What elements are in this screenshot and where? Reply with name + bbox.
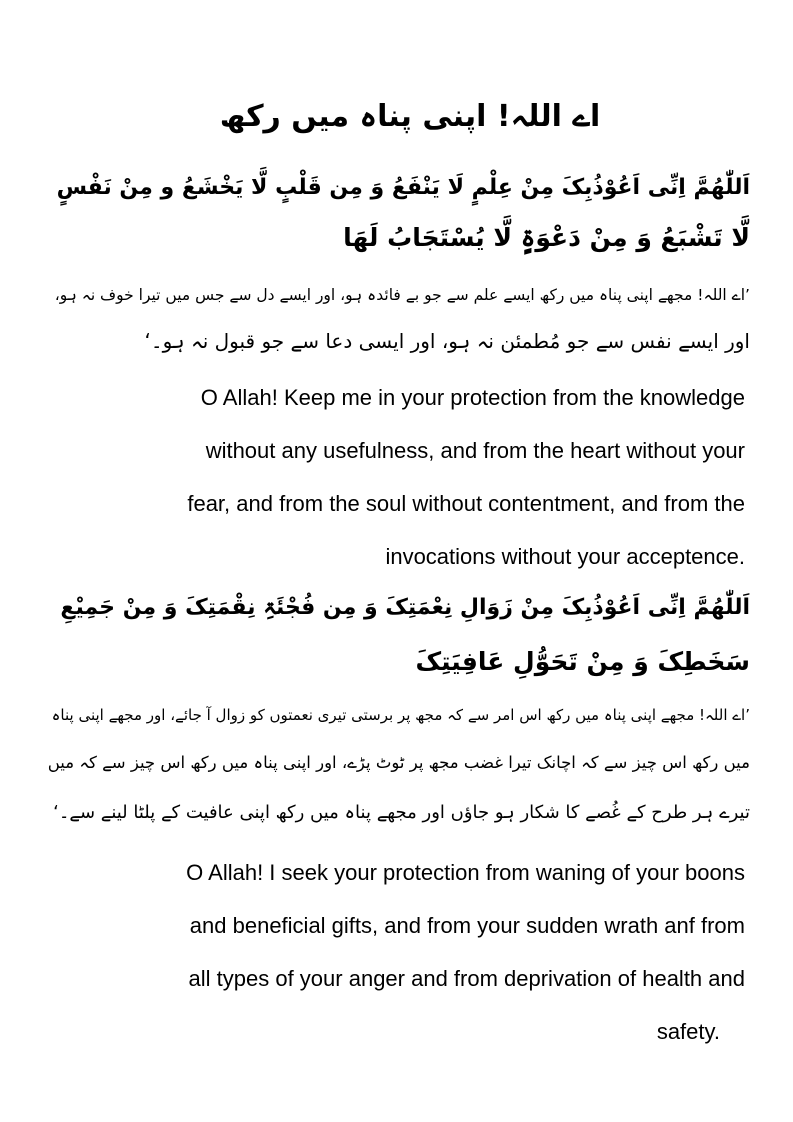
arabic-dua-line: سَخَطِکَ وَ مِنْ تَحَوُّلِ عَافِیَتِکَ	[415, 647, 750, 676]
english-translation-line: O Allah! Keep me in your protection from the knowledge	[200, 385, 745, 410]
arabic-dua-line: لَّا تَشْبَعُ وَ مِنْ دَعْوَۃٍ لَّا یُسْتَجَابُ لَهَا	[343, 223, 750, 252]
english-translation-line: O Allah! I seek your protection from waning of your boons	[186, 860, 745, 885]
english-translation-line: invocations without your acceptence.	[385, 544, 745, 569]
english-translation-line: safety.	[656, 1019, 720, 1044]
english-translation-line: fear, and from the soul without contentment, and from the	[187, 491, 745, 516]
english-translation-line: and beneficial gifts, and from your sudden wrath anf from	[189, 913, 745, 938]
english-translation-line: without any usefulness, and from the heart without your	[205, 438, 745, 463]
arabic-dua-line: اَللّٰهُمَّ اِنِّی اَعُوْذُبِکَ مِنْ زَوَالِ نِعْمَتِکَ وَ مِن فُجْئَۃِ نِقْمَتِکَ وَ مِنْ جَمِیْعِ	[60, 595, 750, 620]
urdu-translation-line: اور ایسے نفس سے جو مُطمئن نہ ہو، اور ایسی دعا سے جو قبول نہ ہو۔‘	[144, 329, 750, 353]
urdu-translation-line: ’اے اللہ! مجھے اپنی پناہ میں رکھ ایسے علم سے جو بے فائدہ ہو، اور ایسے دل سے جس میں تیرا خوف نہ ہو،	[54, 286, 750, 304]
urdu-translation-line: ’اے اللہ! مجھے اپنی پناہ میں رکھ اس امر سے کہ مجھ پر برستی تیری نعمتوں کو زوال آ جائے، اور مجھے اپنی پناہ	[51, 706, 750, 724]
page-title: اے اللہ! اپنی پناہ میں رکھ	[219, 99, 601, 134]
urdu-translation-line: میں رکھ اس چیز سے کہ اچانک تیرا غضب مجھ پر ٹوٹ پڑے، اور اپنی پناہ میں رکھ اس چیز سے کہ میں	[47, 753, 750, 772]
arabic-dua-line: اَللّٰهُمَّ اِنِّی اَعُوْذُبِکَ مِنْ عِلْمٍ لَا یَنْفَعُ وَ مِن قَلْبٍ لَّا یَخْشَعُ و مِنْ نَفْسٍ	[56, 175, 750, 200]
english-translation-line: all types of your anger and from deprivation of health and	[188, 966, 745, 991]
urdu-translation-line: تیرے ہر طرح کے غُصے کا شکار ہو جاؤں اور مجھے پناہ میں رکھ اپنی عافیت کے پلٹا لینے سے۔‘	[53, 802, 750, 823]
